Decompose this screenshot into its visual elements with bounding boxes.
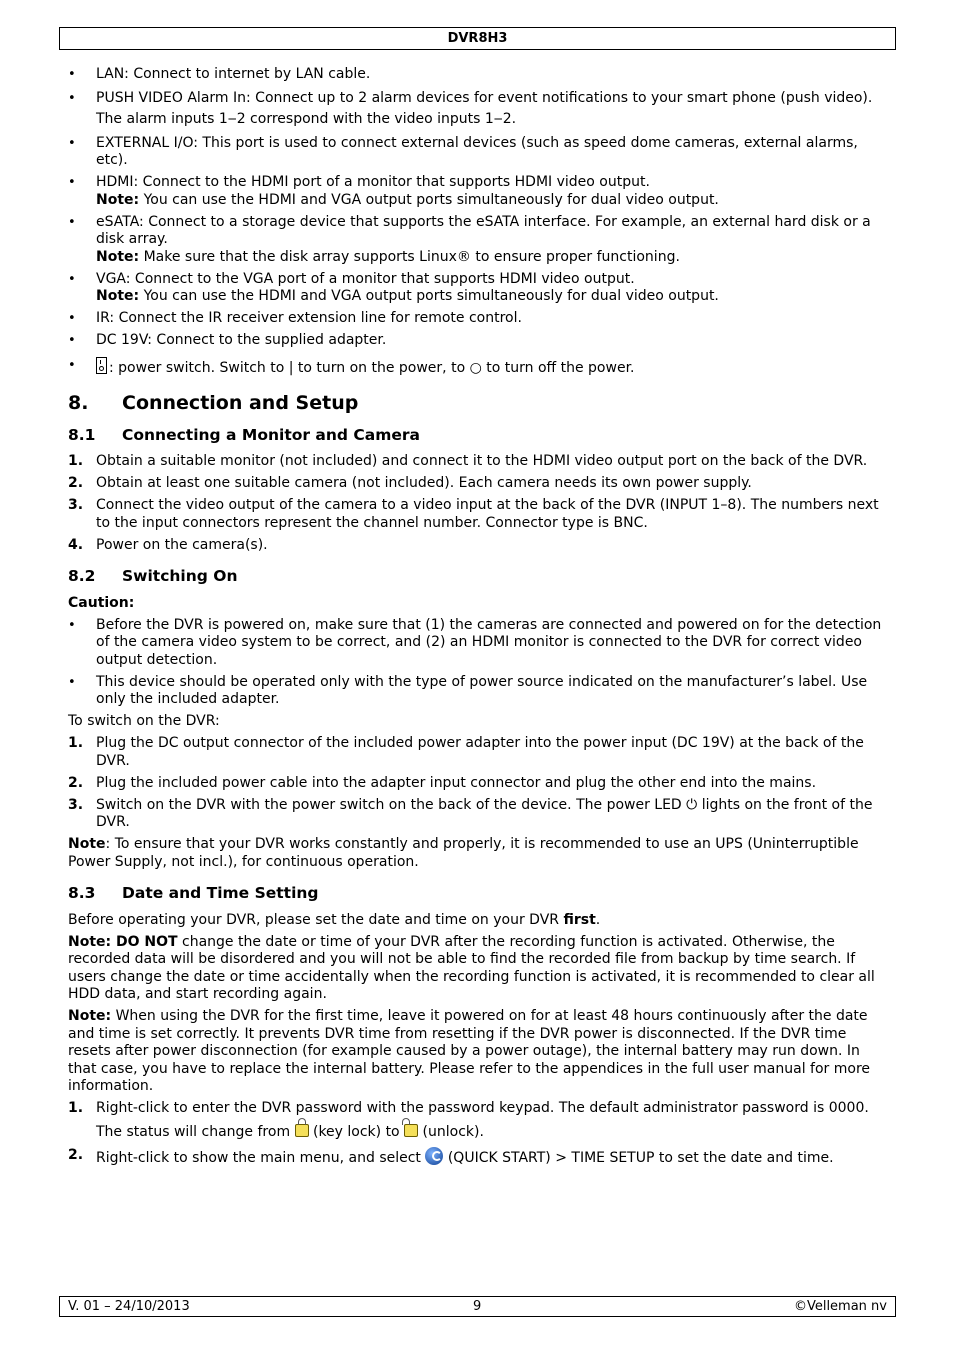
list-item: • PUSH VIDEO Alarm In: Connect up to 2 alarm devices for event notifications to your smart phone (push video). The alarm inputs 1‒2 correspond with the video inputs 1‒2.: [68, 88, 888, 130]
note-paragraph: Note: DO NOT change the date or time of your DVR after the recording function is activated. Otherwise, the recorded data will be disordered and you will not be able to find the recorded file from backup by time search. If users change the date or time accidentally when the recording function is activated, it is recommended to clear all HDD data, and start recording again.: [68, 933, 875, 1002]
caution-label: Caution:: [68, 594, 135, 611]
note-paragraph: Note: When using the DVR for the first time, leave it powered on for at least 48 hours continuously after the date and time is set correctly. It prevents DVR time from resetting if the DVR power is disconnected. If the DVR time resets after power disconnection (for example caused by a power outage), the internal battery may run down. In that case, you have to replace the internal battery. Please refer to the appendices in the full user manual for more information.: [68, 1008, 871, 1094]
copyright: ©Velleman nv: [793, 1299, 887, 1314]
note-label: Note:: [96, 248, 140, 265]
note-label: Note:: [96, 191, 140, 208]
list-item: 1. Plug the DC output connector of the included power adapter into the power input (DC 19V) at the back of the DVR.: [68, 735, 864, 769]
quick-start-icon: [425, 1147, 443, 1165]
unlock-icon: [404, 1124, 418, 1137]
note-paragraph: Note: To ensure that your DVR works constantly and properly, it is recommended to use an UPS (Uninterruptible Power Supply, not incl.), for continuous operation.: [68, 836, 859, 870]
list-item: 3. Switch on the DVR with the power switch on the back of the device. The power LED ⏻ lights on the front of the DVR.: [68, 796, 873, 830]
list-item: • EXTERNAL I/O: This port is used to connect external devices (such as speed dome cameras, external alarms, etc).: [68, 135, 888, 170]
section-heading: 8. Connection and Setup: [68, 392, 359, 414]
version-date: V. 01 – 24/10/2013: [68, 1299, 190, 1314]
list-item: 1. Obtain a suitable monitor (not included) and connect it to the HDMI video output port on the back of the DVR.: [68, 453, 868, 469]
list-item: • DC 19V: Connect to the supplied adapter.: [68, 332, 888, 350]
list-item: 2. Obtain at least one suitable camera (not included). Each camera needs its own power supply.: [68, 475, 752, 491]
page-footer: [59, 1296, 896, 1317]
paragraph: Before operating your DVR, please set the date and time on your DVR first.: [68, 911, 601, 928]
list-item: 2. Plug the included power cable into the adapter input connector and plug the other end into the mains.: [68, 774, 817, 791]
list-item: • Before the DVR is powered on, make sure that (1) the cameras are connected and powered on for the detection of the camera video system to be correct, and (2) an HDMI monitor is connected to the DVR for correct video output detection.: [68, 617, 888, 670]
list-item: • This device should be operated only with the type of power source indicated on the manufacturer’s label. Use only the included adapter.: [68, 674, 888, 709]
subsection-heading: 8.3 Date and Time Setting: [68, 884, 319, 902]
list-item: 3. Connect the video output of the camera to a video input at the back of the DVR (INPUT 1–8). The numbers next to the input connectors represent the channel number. Connector type is BNC.: [68, 497, 879, 531]
page-content: [68, 66, 888, 1172]
list-item: • HDMI: Connect to the HDMI port of a monitor that supports HDMI video output. Note: You can use the HDMI and VGA output ports simultaneously for dual video output.: [68, 174, 888, 209]
page-number: 9: [473, 1299, 482, 1314]
subsection-heading: 8.2 Switching On: [68, 567, 238, 585]
list-item: 2. Right-click to show the main menu, and select (QUICK START) > TIME SETUP to set the date and time.: [68, 1147, 834, 1166]
key-lock-icon: [295, 1124, 309, 1137]
list-item: • eSATA: Connect to a storage device that supports the eSATA interface. For example, an external hard disk or a disk array. Note: Make sure that the disk array supports Linux® to ensure proper functioning.: [68, 214, 888, 267]
power-switch-icon: [96, 357, 107, 374]
page-header: [59, 27, 896, 50]
off-circle-icon: ○: [469, 359, 482, 376]
subsection-heading: 8.1 Connecting a Monitor and Camera: [68, 425, 421, 444]
list-item: 1. Right-click to enter the DVR password with the password keypad. The default administrator password is 0000. The status will change from (key lock) to (unlock).: [68, 1100, 869, 1140]
list-item: • : power switch. Switch to | to turn on the power, to ○ to turn off the power.: [68, 357, 888, 378]
list-item: • VGA: Connect to the VGA port of a monitor that supports HDMI video output. Note: You can use the HDMI and VGA output ports simultaneously for dual video output.: [68, 271, 888, 306]
list-item: • IR: Connect the IR receiver extension line for remote control.: [68, 310, 888, 328]
list-item: • LAN: Connect to internet by LAN cable.: [68, 66, 888, 84]
paragraph: To switch on the DVR:: [68, 713, 220, 729]
list-item: 4. Power on the camera(s).: [68, 536, 268, 553]
note-label: Note:: [96, 288, 140, 304]
power-led-icon: ⏻: [686, 796, 698, 813]
model-name: DVR8H3: [447, 31, 508, 46]
